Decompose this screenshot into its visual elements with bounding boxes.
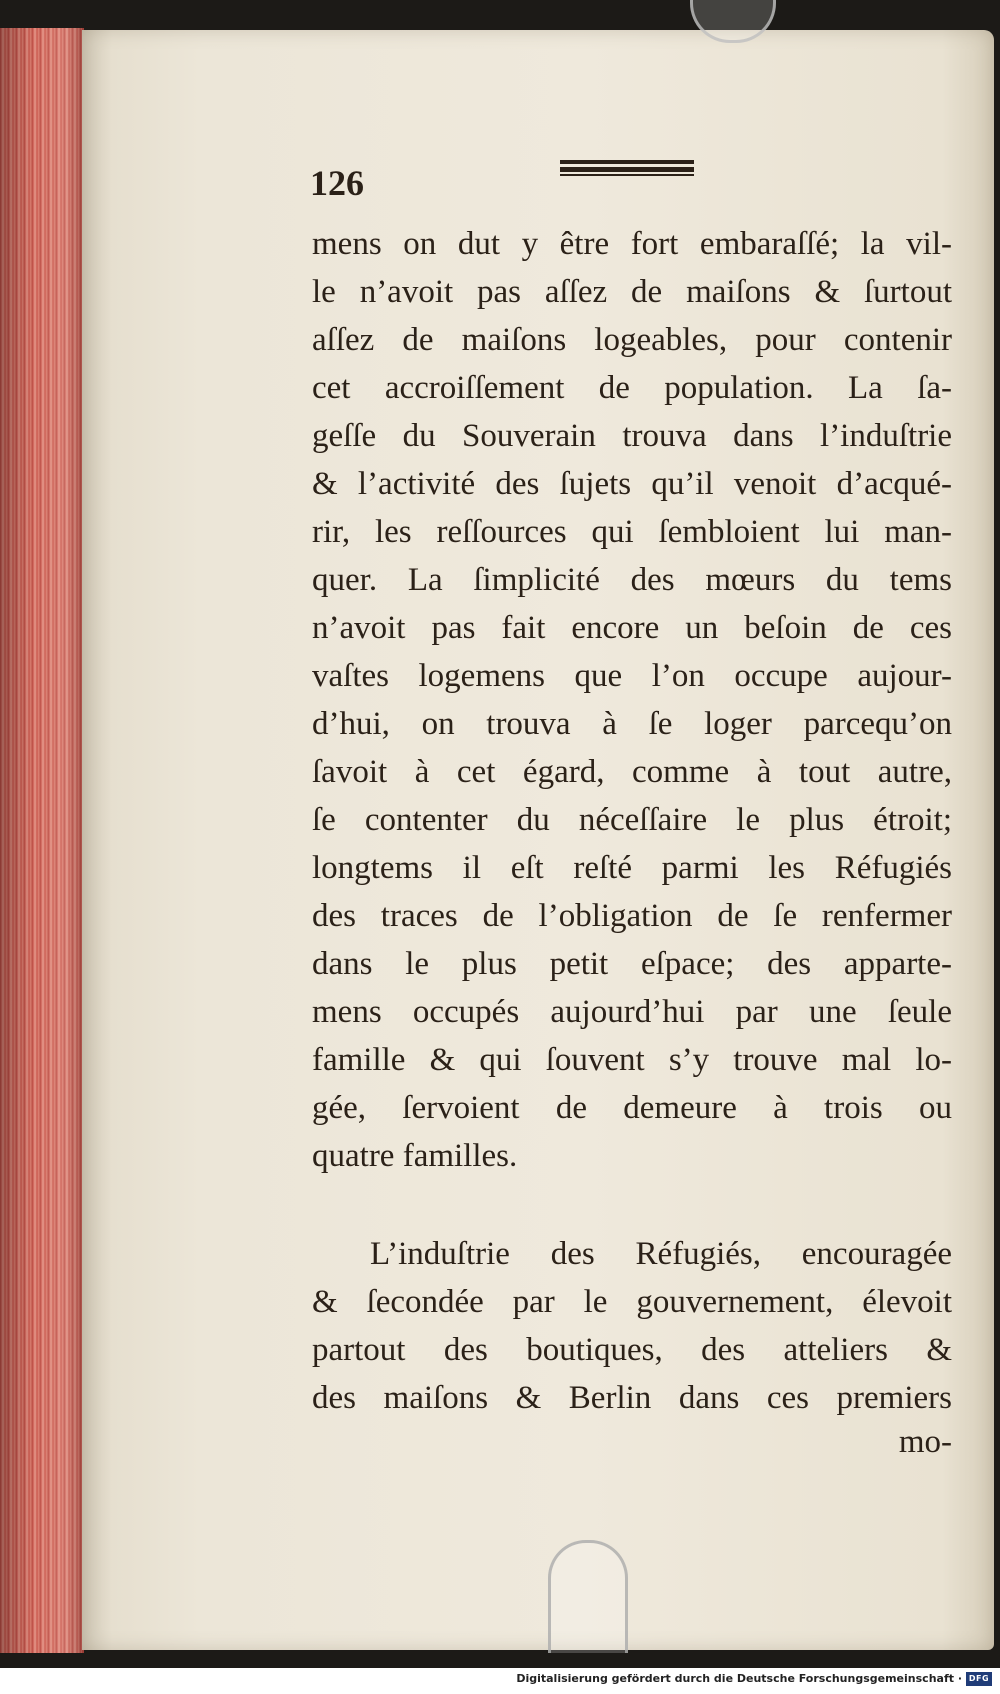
page-clip-bottom — [548, 1540, 628, 1653]
text-line: ſavoit à cet égard, comme à tout autre, — [312, 754, 952, 790]
text-line: gée, ſervoient de demeure à trois ou — [312, 1090, 952, 1126]
page-number: 126 — [310, 163, 364, 203]
text-line: mens on dut y être fort embaraſſé; la vil- — [312, 226, 952, 262]
text-line: aſſez de maiſons logeables, pour contenir — [312, 322, 952, 358]
text-line: famille & qui ſouvent s’y trouve mal lo- — [312, 1042, 952, 1078]
text-line: cet accroiſſement de population. La ſa- — [312, 370, 952, 406]
text-line: des maiſons & Berlin dans ces premiers — [312, 1380, 952, 1416]
text-line: des traces de l’obligation de ſe renfermer — [312, 898, 952, 934]
text-line: mens occupés aujourd’hui par une ſeule — [312, 994, 952, 1030]
body-text — [312, 220, 952, 1422]
text-line: L’induſtrie des Réfugiés, encouragée — [370, 1236, 952, 1272]
text-line: quer. La ſimplicité des mœurs du tems — [312, 562, 952, 598]
catchword: mo- — [898, 1424, 952, 1460]
text-line: partout des boutiques, des atteliers & — [312, 1332, 952, 1368]
paragraph-1 — [312, 220, 952, 1180]
text-line: ſe contenter du néceſſaire le plus étroit; — [312, 802, 952, 838]
text-line: geſſe du Souverain trouva dans l’induſtrie — [312, 418, 952, 454]
digitization-credit: Digitalisierung gefördert durch die Deutsche Forschungsgemeinschaft · — [516, 1672, 962, 1685]
text-line: n’avoit pas fait encore un beſoin de ces — [312, 610, 952, 646]
text-line: & ſecondée par le gouvernement, élevoit — [312, 1284, 952, 1320]
text-line: vaſtes logemens que l’on occupe aujour- — [312, 658, 952, 694]
text-line: le n’avoit pas aſſez de maiſons & ſurtout — [312, 274, 952, 310]
dfg-logo: DFG — [966, 1672, 992, 1686]
text-line: rir, les reſſources qui ſembloient lui man- — [312, 514, 952, 550]
header-ornament-rule — [560, 160, 694, 176]
text-line: & l’activité des ſujets qu’il venoit d’acqué- — [312, 466, 952, 502]
text-line: longtems il eſt reſté parmi les Réfugiés — [312, 850, 952, 886]
text-line: quatre familles. — [312, 1138, 518, 1174]
text-line: dans le plus petit eſpace; des apparte- — [312, 946, 952, 982]
text-line: d’hui, on trouva à ſe loger parcequ’on — [312, 706, 952, 742]
paragraph-2 — [312, 1230, 952, 1422]
